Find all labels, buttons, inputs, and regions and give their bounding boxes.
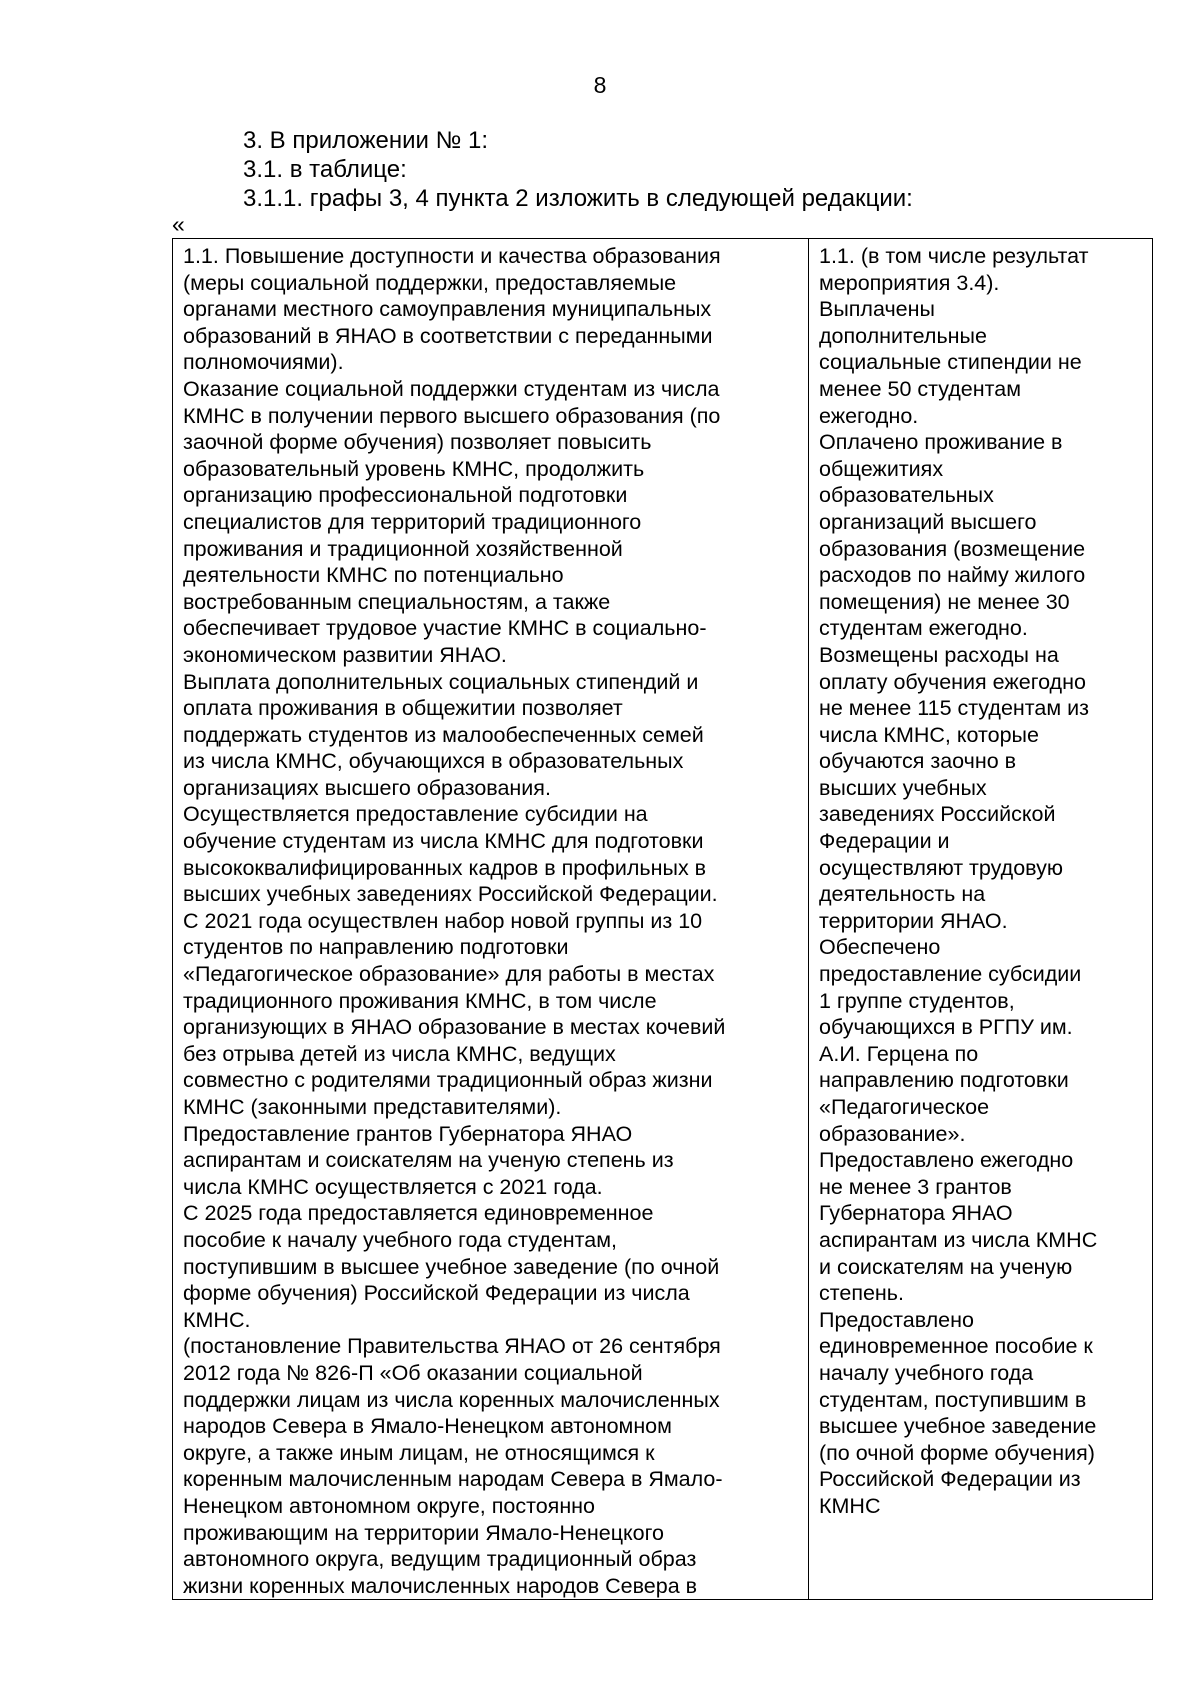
column-3-text-line: заочной форме обучения) позволяет повысить [183, 430, 652, 455]
column-4-text-line: общежитиях [819, 456, 944, 481]
column-3-text-line: организациях высшего образования. [183, 775, 551, 800]
amendment-intro [243, 126, 1143, 213]
column-4-text-line: помещения) не менее 30 [819, 589, 1070, 614]
column-3-text-line: форме обучения) Российской Федерации из числа [183, 1281, 690, 1306]
column-3-text-line: полномочиями). [183, 350, 344, 375]
column-4-text-line: Обеспечено [819, 935, 941, 960]
column-4-text-line: социальные стипендии не [819, 350, 1082, 375]
column-3-text-line: образовательный уровень КМНС, продолжить [183, 456, 645, 481]
column-3-text-line: КМНС в получении первого высшего образования (по [183, 403, 721, 428]
intro-line-1: 3. В приложении № 1: [243, 127, 489, 154]
column-4-text-line: оплату обучения ежегодно [819, 669, 1086, 694]
column-3-text-line: 1.1. Повышение доступности и качества образования [183, 244, 721, 268]
column-3-text-line: обеспечивает трудовое участие КМНС в социально- [183, 616, 707, 641]
column-3-text-line: поступившим в высшее учебное заведение (по очной [183, 1254, 720, 1279]
column-3-text-line: традиционного проживания КМНС, в том числе [183, 988, 657, 1013]
column-3-text-line: востребованным специальностям, а также [183, 589, 611, 614]
column-3-text-line: С 2025 года предоставляется единовременное [183, 1201, 654, 1226]
column-4-text-line: степень. [819, 1281, 904, 1306]
column-4-text-line: обучаются заочно в [819, 749, 1017, 774]
column-4-text-line: началу учебного года [819, 1360, 1034, 1385]
column-3-text-line: Ненецком автономном округе, постоянно [183, 1493, 596, 1518]
column-4-text-line: 1.1. (в том числе результат [819, 244, 1089, 268]
column-4-text-line: студентам ежегодно. [819, 616, 1028, 641]
column-3-text-line: жизни коренных малочисленных народов Севера в [183, 1573, 698, 1598]
column-4-text-line: Предоставлено [819, 1307, 974, 1332]
column-4-text-line: и соискателям на ученую [819, 1254, 1073, 1279]
column-4-text-line: менее 50 студентам [819, 376, 1021, 401]
column-3-text-line: высших учебных заведениях Российской Федерации. [183, 882, 718, 907]
column-4-text-line: территории ЯНАО. [819, 908, 1008, 933]
column-3-text-line: округе, а также иным лицам, не относящимся к [183, 1440, 655, 1465]
column-3-text-line: коренным малочисленным народам Севера в Ямало- [183, 1467, 723, 1492]
column-4-text-line: (по очной форме обучения) [819, 1440, 1095, 1465]
column-3-text-line: проживания и традиционной хозяйственной [183, 536, 623, 561]
column-4-text-line: не менее 3 грантов [819, 1174, 1012, 1199]
column-4-text-line: Российской Федерации из [819, 1467, 1081, 1492]
column-3-text-line: высококвалифицированных кадров в профильных в [183, 855, 707, 880]
column-4-text-line: КМНС [819, 1493, 881, 1518]
column-3-text-line: Оказание социальной поддержки студентам из числа [183, 376, 720, 401]
column-4-text-line: числа КМНС, которые [819, 722, 1039, 747]
column-3-text-line: пособие к началу учебного года студентам, [183, 1227, 617, 1252]
column-3-text-line: аспирантам и соискателям на ученую степень из [183, 1148, 674, 1173]
opening-quote-mark: « [172, 211, 185, 237]
column-3-text-line: проживающим на территории Ямало-Ненецкого [183, 1520, 664, 1545]
column-3-text-line: (меры социальной поддержки, предоставляемые [183, 270, 677, 295]
column-3-text-line: «Педагогическое образование» для работы в местах [183, 962, 715, 987]
column-4-text-line: единовременное пособие к [819, 1334, 1093, 1359]
column-3-text-line: специалистов для территорий традиционного [183, 509, 642, 534]
column-4-text-line: мероприятия 3.4). [819, 270, 1000, 295]
column-3-text-line: КМНС (законными представителями). [183, 1095, 562, 1119]
column-3-text-line: Осуществляется предоставление субсидии на [183, 802, 648, 827]
column-4-text-line: образования (возмещение [819, 536, 1086, 561]
column-4-text-line: Губернатора ЯНАО [819, 1201, 1013, 1226]
column-3-text-line: совместно с родителями традиционный образ жизни [183, 1068, 713, 1093]
column-4-text-line: обучающихся в РГПУ им. [819, 1015, 1073, 1040]
column-4-text-line: Выплачены [819, 297, 935, 322]
column-4-text-line: студентам, поступившим в [819, 1387, 1087, 1412]
column-3-text-line: оплата проживания в общежитии позволяет [183, 696, 623, 721]
column-3-text-line: студентов по направлению подготовки [183, 935, 569, 960]
column-3-text-line: экономическом развитии ЯНАО. [183, 642, 507, 667]
column-3-text-line: (постановление Правительства ЯНАО от 26 сентября [183, 1334, 721, 1359]
column-3-text-line: деятельности КМНС по потенциально [183, 563, 564, 588]
column-4-text-line: высшее учебное заведение [819, 1414, 1097, 1439]
column-3-text-line: организующих в ЯНАО образование в местах кочевий [183, 1015, 726, 1040]
column-4-text-line: заведениях Российской [819, 802, 1056, 827]
column-4-text-line: Возмещены расходы на [819, 642, 1059, 667]
column-4-text-line: не менее 115 студентам из [819, 696, 1089, 721]
column-3-text-line: органами местного самоуправления муниципальных [183, 297, 712, 322]
column-4-text-line: «Педагогическое [819, 1095, 990, 1119]
column-4-text-line: Оплачено проживание в [819, 430, 1063, 455]
column-3-text-line: Предоставление грантов Губернатора ЯНАО [183, 1121, 633, 1146]
column-4-text-line: осуществляют трудовую [819, 855, 1063, 880]
table-row [173, 239, 1153, 1600]
column-4-text-line: высших учебных [819, 775, 987, 800]
column-4-text-line: организаций высшего [819, 509, 1037, 534]
column-3-text-line: поддержки лицам из числа коренных малочисленных [183, 1387, 720, 1412]
column-3-text-line: КМНС. [183, 1307, 251, 1332]
column-3-text-line: числа КМНС осуществляется с 2021 года. [183, 1174, 603, 1199]
column-4-text-line: предоставление субсидии [819, 962, 1082, 987]
amendment-table [172, 238, 1153, 1600]
page-number: 8 [593, 72, 607, 98]
column-4-text-line: А.И. Герцена по [819, 1041, 979, 1066]
column-4-text-line: 1 группе студентов, [819, 988, 1015, 1013]
column-3-text-line: народов Севера в Ямало-Ненецком автономном [183, 1414, 672, 1439]
column-4-text-line: ежегодно. [819, 403, 919, 428]
column-4-text-line: дополнительные [819, 323, 987, 348]
column-3-text-line: автономного округа, ведущим традиционный образ [183, 1547, 697, 1572]
column-3-text-line: образований в ЯНАО в соответствии с переданными [183, 323, 713, 348]
column-4-text-line: образование». [819, 1121, 966, 1146]
column-3-text-line: обучение студентам из числа КМНС для подготовки [183, 829, 704, 854]
column-3-text-line: 2012 года № 826-П «Об оказании социальной [183, 1360, 643, 1385]
column-4-cell [809, 239, 1153, 1600]
column-4-text-line: расходов по найму жилого [819, 563, 1086, 588]
column-4-text-line: Предоставлено ежегодно [819, 1148, 1074, 1173]
column-3-text-line: поддержать студентов из малообеспеченных семей [183, 722, 704, 747]
column-3-text-line: из числа КМНС, обучающихся в образовательных [183, 749, 684, 774]
column-3-cell [173, 239, 809, 1600]
intro-line-2: 3.1. в таблице: [243, 156, 407, 183]
intro-line-3: 3.1.1. графы 3, 4 пункта 2 изложить в следующей редакции: [243, 185, 913, 212]
column-3-text-line: Выплата дополнительных социальных стипендий и [183, 669, 699, 694]
column-4-text-line: направлению подготовки [819, 1068, 1069, 1093]
column-4-text-line: деятельность на [819, 882, 986, 907]
column-4-text-line: Федерации и [819, 829, 950, 854]
column-3-text-line: С 2021 года осуществлен набор новой группы из 10 [183, 908, 703, 933]
column-4-text-line: аспирантам из числа КМНС [819, 1227, 1098, 1252]
column-3-text-line: организацию профессиональной подготовки [183, 483, 628, 508]
column-3-text-line: без отрыва детей из числа КМНС, ведущих [183, 1041, 616, 1066]
column-4-text-line: образовательных [819, 483, 994, 508]
